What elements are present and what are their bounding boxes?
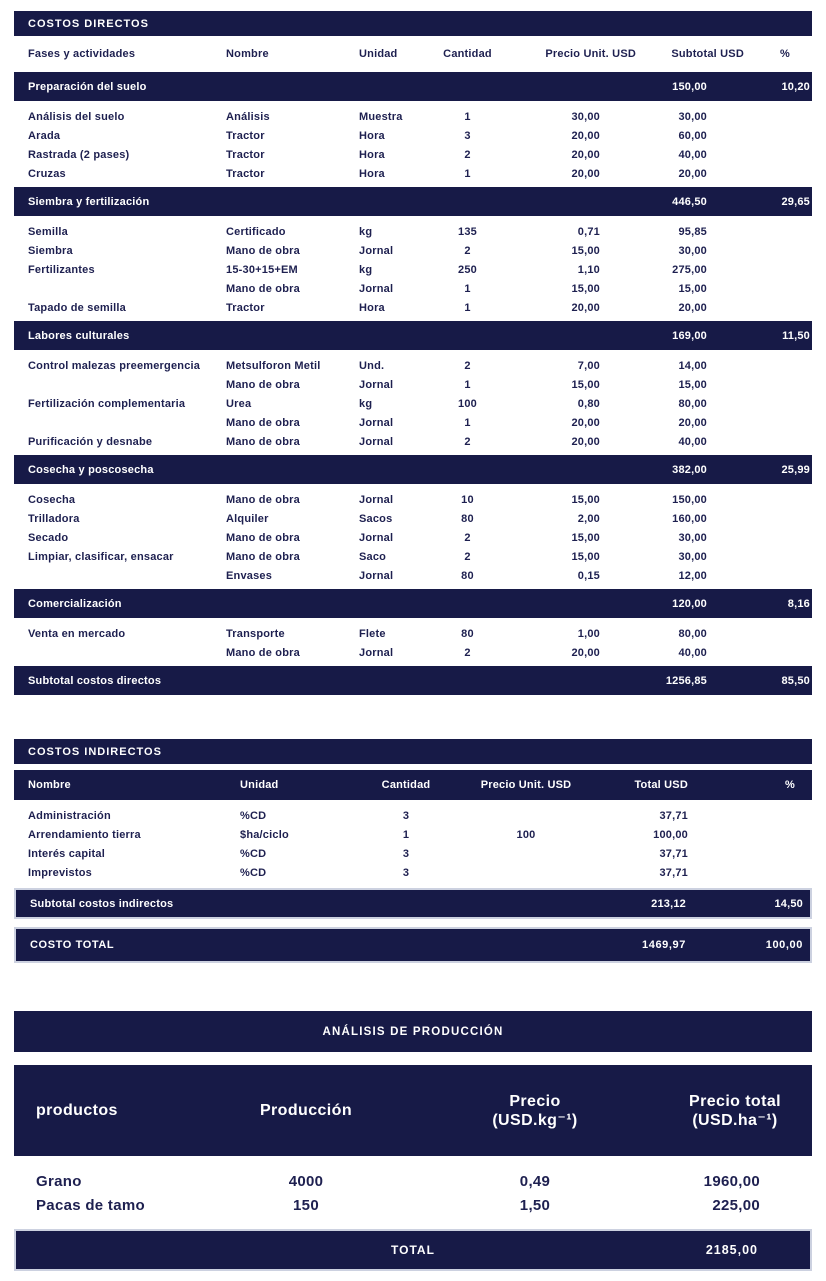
cell-nombre: Tractor (226, 167, 265, 180)
cell-percent (745, 104, 812, 126)
table-row (14, 219, 812, 241)
cell-nombre: Administración (28, 809, 111, 822)
table-row (14, 394, 812, 413)
production-section (14, 1011, 812, 1271)
cell-subtotal: 60,00 (678, 129, 707, 142)
cell-cantidad: 2 (464, 148, 471, 161)
cell-percent (745, 219, 812, 241)
cell-precio-total: 225,00 (712, 1196, 760, 1214)
col-precio-total-line1: Precio total (689, 1092, 781, 1110)
table-row (14, 164, 812, 185)
cell-percent (745, 528, 812, 547)
production-title-bar (14, 1011, 812, 1052)
cell-precio: 1,00 (577, 627, 600, 640)
production-header-row (14, 1065, 812, 1156)
table-row (14, 353, 812, 375)
cell-precio: 15,00 (571, 244, 600, 257)
cell-percent (745, 126, 812, 145)
subtotal-value: 1256,85 (637, 664, 745, 698)
col-precio-unit: Precio Unit. USD (456, 770, 596, 803)
cell-precio: 15,00 (571, 531, 600, 544)
indirect-costs-section (14, 739, 812, 963)
cell-producto: Pacas de tamo (36, 1196, 145, 1214)
cell-nombre: Transporte (226, 627, 285, 640)
cell-actividad: Fertilizantes (28, 263, 95, 276)
section-percent: 11,50 (745, 319, 812, 353)
cell-nombre: Metsulforon Metil (226, 359, 321, 372)
cell-nombre: Envases (226, 569, 273, 582)
cell-subtotal: 275,00 (672, 263, 707, 276)
col-unidad: Unidad (226, 770, 356, 803)
cell-unidad: %CD (240, 809, 267, 822)
cell-subtotal: 30,00 (678, 110, 707, 123)
cell-total: 100,00 (653, 828, 688, 841)
section-row (14, 70, 812, 104)
cell-unidad: Hora (359, 148, 385, 161)
cell-cantidad: 10 (461, 493, 474, 506)
table-row (14, 547, 812, 566)
cell-producto: Grano (36, 1172, 82, 1190)
cell-cantidad: 2 (464, 646, 471, 659)
cell-total: 37,71 (659, 866, 688, 879)
cell-nombre: 15-30+15+EM (226, 263, 298, 276)
section-percent: 8,16 (745, 587, 812, 621)
cell-actividad: Análisis del suelo (28, 110, 125, 123)
cell-actividad (14, 413, 225, 432)
production-title: ANÁLISIS DE PRODUCCIÓN (322, 1025, 504, 1038)
cell-nombre: Mano de obra (226, 244, 300, 257)
direct-costs-title-bar (14, 11, 812, 36)
section-percent: 25,99 (745, 453, 812, 487)
cell-nombre: Mano de obra (226, 493, 300, 506)
cell-percent (745, 260, 812, 279)
col-cantidad: Cantidad (356, 770, 456, 803)
cell-nombre: Mano de obra (226, 646, 300, 659)
cell-unidad: Jornal (359, 282, 394, 295)
cell-actividad: Purificación y desnabe (28, 435, 153, 448)
cell-cantidad: 1 (464, 378, 471, 391)
cell-nombre: Arrendamiento tierra (28, 828, 141, 841)
cell-actividad (14, 279, 225, 298)
table-row (14, 803, 812, 825)
cell-precio: 1,10 (577, 263, 600, 276)
cell-unidad: kg (359, 263, 373, 276)
cell-precio: 0,15 (577, 569, 600, 582)
cell-precio: 15,00 (571, 282, 600, 295)
cell-subtotal: 20,00 (678, 301, 707, 314)
cell-precio: 20,00 (571, 129, 600, 142)
cell-precio: 20,00 (571, 148, 600, 161)
cell-actividad: Arada (28, 129, 61, 142)
cell-unidad: Flete (359, 627, 386, 640)
cell-actividad: Siembra (28, 244, 73, 257)
cell-unidad: Hora (359, 129, 385, 142)
cell-cantidad: 2 (464, 531, 471, 544)
col-precio-total (658, 1065, 812, 1156)
cell-subtotal: 160,00 (672, 512, 707, 525)
cell-percent (745, 547, 812, 566)
cell-nombre: Certificado (226, 225, 286, 238)
table-row (14, 260, 812, 279)
table-row (14, 487, 812, 509)
cell-cantidad: 1 (402, 828, 410, 841)
col-precio-line1: Precio (509, 1092, 561, 1110)
grand-total-value: 1469,97 (642, 939, 686, 951)
grand-total-label: COSTO TOTAL (30, 939, 115, 951)
cell-subtotal: 30,00 (678, 244, 707, 257)
cell-percent (745, 643, 812, 664)
cell-subtotal: 30,00 (678, 531, 707, 544)
cell-nombre: Alquiler (226, 512, 269, 525)
cell-unidad: Jornal (359, 378, 394, 391)
cell-unidad: Jornal (359, 493, 394, 506)
cell-precio (456, 844, 596, 863)
section-label: Preparación del suelo (14, 70, 637, 104)
cell-subtotal: 30,00 (678, 550, 707, 563)
cell-actividad: Rastrada (2 pases) (28, 148, 130, 161)
direct-costs-header-row (14, 40, 812, 70)
col-percent: % (692, 770, 812, 803)
cell-actividad: Limpiar, clasificar, ensacar (28, 550, 174, 563)
cell-percent (745, 566, 812, 587)
indirect-costs-title: COSTOS INDIRECTOS (28, 745, 162, 758)
cell-cantidad: 2 (464, 244, 471, 257)
cell-percent (745, 509, 812, 528)
col-productos-label: productos (36, 1102, 118, 1119)
section-label: Comercialización (14, 587, 637, 621)
cell-percent (745, 353, 812, 375)
section-row (14, 185, 812, 219)
section-row (14, 453, 812, 487)
cell-unidad: kg (359, 225, 373, 238)
table-row (14, 432, 812, 453)
cell-subtotal: 80,00 (678, 627, 707, 640)
cell-cantidad: 100 (458, 397, 477, 410)
cell-percent (745, 621, 812, 643)
cell-cantidad: 1 (464, 416, 471, 429)
section-subtotal: 120,00 (637, 587, 745, 621)
cell-actividad (14, 375, 225, 394)
cell-unidad: Sacos (359, 512, 393, 525)
col-nombre: Nombre (226, 48, 269, 60)
cell-precio: 20,00 (571, 646, 600, 659)
col-precio (412, 1065, 658, 1156)
cell-nombre: Tractor (226, 148, 265, 161)
cell-subtotal: 80,00 (678, 397, 707, 410)
cell-precio: 20,00 (571, 301, 600, 314)
col-produccion-label: Producción (259, 1102, 352, 1119)
table-row (14, 298, 812, 319)
cell-nombre: Imprevistos (28, 866, 92, 879)
section-subtotal: 446,50 (637, 185, 745, 219)
cell-percent (692, 825, 812, 844)
cell-subtotal: 15,00 (678, 378, 707, 391)
table-row (14, 863, 812, 882)
cell-cantidad: 2 (464, 435, 471, 448)
section-label: Siembra y fertilización (14, 185, 637, 219)
cell-cantidad: 2 (464, 550, 471, 563)
cell-unidad: %CD (240, 866, 267, 879)
cell-subtotal: 20,00 (678, 167, 707, 180)
subtotal-percent: 85,50 (745, 664, 812, 698)
cell-unidad: Und. (359, 359, 385, 372)
cell-percent (745, 241, 812, 260)
col-total: Total USD (596, 770, 692, 803)
cell-nombre: Tractor (226, 301, 265, 314)
col-precio-total-line2: (USD.ha⁻¹) (692, 1111, 778, 1129)
cell-percent (692, 844, 812, 863)
cell-nombre: Tractor (226, 129, 265, 142)
subtotal-label: Subtotal costos indirectos (30, 897, 174, 910)
table-row (14, 279, 812, 298)
cell-nombre: Mano de obra (226, 282, 300, 295)
cell-percent (745, 394, 812, 413)
table-row (14, 104, 812, 126)
cell-actividad (14, 566, 225, 587)
table-row (14, 1193, 812, 1217)
cell-percent (745, 279, 812, 298)
cell-unidad: $ha/ciclo (240, 828, 289, 841)
cell-precio: 100 (516, 828, 536, 841)
production-total-bar (14, 1229, 812, 1271)
cell-percent (745, 145, 812, 164)
col-cantidad: Cantidad (443, 48, 492, 60)
cell-precio-total: 1960,00 (703, 1172, 760, 1190)
cell-precio: 0,49 (519, 1172, 551, 1190)
table-row (14, 145, 812, 164)
cell-precio: 20,00 (571, 167, 600, 180)
cell-precio: 2,00 (577, 512, 600, 525)
cell-percent (692, 803, 812, 825)
section-percent: 29,65 (745, 185, 812, 219)
cell-actividad: Cruzas (28, 167, 66, 180)
cell-unidad: Hora (359, 167, 385, 180)
production-table (14, 1065, 812, 1217)
cell-total: 37,71 (659, 847, 688, 860)
cell-nombre: Mano de obra (226, 531, 300, 544)
cell-cantidad: 3 (402, 847, 410, 860)
cell-precio: 15,00 (571, 550, 600, 563)
cell-percent (745, 432, 812, 453)
direct-costs-title: COSTOS DIRECTOS (28, 17, 149, 30)
cell-percent (745, 413, 812, 432)
section-subtotal: 169,00 (637, 319, 745, 353)
cell-cantidad: 1 (464, 167, 471, 180)
cell-precio (456, 803, 596, 825)
cell-nombre: Mano de obra (226, 550, 300, 563)
table-row (14, 528, 812, 547)
cell-cantidad: 3 (402, 809, 410, 822)
cell-actividad: Tapado de semilla (28, 301, 126, 314)
cell-precio (456, 863, 596, 882)
cell-cantidad: 80 (461, 627, 474, 640)
table-row (14, 566, 812, 587)
cell-subtotal: 150,00 (672, 493, 707, 506)
cell-nombre: Mano de obra (226, 435, 300, 448)
table-row (14, 509, 812, 528)
cell-precio: 20,00 (571, 416, 600, 429)
table-row (14, 825, 812, 844)
cell-percent (692, 863, 812, 882)
production-total-label: TOTAL (391, 1243, 435, 1257)
cell-actividad: Control malezas preemergencia (28, 359, 201, 372)
cell-unidad: %CD (240, 847, 267, 860)
cell-cantidad: 250 (458, 263, 477, 276)
section-row (14, 319, 812, 353)
table-row (14, 126, 812, 145)
cell-unidad: Jornal (359, 531, 394, 544)
cell-actividad (14, 643, 225, 664)
cell-subtotal: 12,00 (678, 569, 707, 582)
cell-precio: 0,71 (577, 225, 600, 238)
indirect-costs-subtotal-bar (14, 888, 812, 919)
cell-subtotal: 20,00 (678, 416, 707, 429)
cell-actividad: Cosecha (28, 493, 76, 506)
table-row (14, 1156, 812, 1193)
col-productos (14, 1065, 200, 1156)
cell-nombre: Mano de obra (226, 378, 300, 391)
table-row (14, 643, 812, 664)
table-row (14, 241, 812, 260)
production-total-value: 2185,00 (705, 1243, 758, 1257)
cell-unidad: Hora (359, 301, 385, 314)
cell-produccion: 150 (293, 1196, 319, 1214)
cell-unidad: Jornal (359, 244, 394, 257)
subtotal-percent: 14,50 (774, 897, 803, 910)
cell-precio: 15,00 (571, 493, 600, 506)
cell-actividad: Semilla (28, 225, 68, 238)
section-percent: 10,20 (745, 70, 812, 104)
col-nombre: Nombre (14, 770, 226, 803)
col-percent: % (780, 48, 790, 60)
direct-costs-table (14, 40, 812, 701)
cell-produccion: 4000 (288, 1172, 324, 1190)
cell-actividad: Secado (28, 531, 69, 544)
cell-cantidad: 80 (461, 569, 474, 582)
cell-cantidad: 1 (464, 301, 471, 314)
cell-precio: 7,00 (577, 359, 600, 372)
cell-precio: 0,80 (577, 397, 600, 410)
col-fases: Fases y actividades (28, 48, 136, 60)
cell-actividad: Fertilización complementaria (28, 397, 186, 410)
cell-unidad: Jornal (359, 569, 394, 582)
col-subtotal: Subtotal USD (671, 48, 744, 60)
cell-nombre: Urea (226, 397, 252, 410)
subtotal-label: Subtotal costos directos (14, 664, 637, 698)
cell-cantidad: 1 (464, 282, 471, 295)
cell-total: 37,71 (659, 809, 688, 822)
cell-subtotal: 40,00 (678, 435, 707, 448)
cell-subtotal: 40,00 (678, 148, 707, 161)
cell-cantidad: 2 (464, 359, 471, 372)
col-precio-line2: (USD.kg⁻¹) (492, 1111, 578, 1129)
indirect-costs-header-row (14, 770, 812, 803)
grand-total-bar (14, 927, 812, 963)
cell-precio: 30,00 (571, 110, 600, 123)
col-unidad: Unidad (359, 48, 398, 60)
section-subtotal: 382,00 (637, 453, 745, 487)
table-row (14, 844, 812, 863)
col-produccion (200, 1065, 412, 1156)
cell-percent (745, 375, 812, 394)
cell-percent (745, 487, 812, 509)
indirect-costs-table (14, 770, 812, 882)
cell-cantidad: 1 (464, 110, 471, 123)
cell-precio: 15,00 (571, 378, 600, 391)
cell-nombre: Mano de obra (226, 416, 300, 429)
cell-cantidad: 135 (458, 225, 477, 238)
table-row (14, 375, 812, 394)
section-label: Cosecha y poscosecha (14, 453, 637, 487)
cell-unidad: Saco (359, 550, 387, 563)
direct-costs-subtotal-row (14, 664, 812, 698)
cell-nombre: Análisis (226, 110, 270, 123)
section-subtotal: 150,00 (637, 70, 745, 104)
col-precio-unit: Precio Unit. USD (545, 48, 636, 60)
section-label: Labores culturales (14, 319, 637, 353)
cell-cantidad: 80 (461, 512, 474, 525)
cell-precio: 1,50 (519, 1196, 551, 1214)
cell-cantidad: 3 (464, 129, 471, 142)
cell-subtotal: 14,00 (678, 359, 707, 372)
cell-subtotal: 40,00 (678, 646, 707, 659)
table-row (14, 621, 812, 643)
cell-unidad: Jornal (359, 416, 394, 429)
cell-actividad: Venta en mercado (28, 627, 126, 640)
subtotal-value: 213,12 (651, 897, 686, 910)
indirect-costs-title-bar (14, 739, 812, 764)
section-row (14, 587, 812, 621)
cell-actividad: Trilladora (28, 512, 80, 525)
cell-unidad: Muestra (359, 110, 403, 123)
cell-precio: 20,00 (571, 435, 600, 448)
cell-percent (745, 298, 812, 319)
cell-nombre: Interés capital (28, 847, 105, 860)
cell-unidad: kg (359, 397, 373, 410)
table-row (14, 413, 812, 432)
grand-total-percent: 100,00 (765, 939, 803, 951)
cell-unidad: Jornal (359, 435, 394, 448)
cell-subtotal: 95,85 (678, 225, 707, 238)
cell-unidad: Jornal (359, 646, 394, 659)
cell-cantidad: 3 (402, 866, 410, 879)
cell-subtotal: 15,00 (678, 282, 707, 295)
cell-percent (745, 164, 812, 185)
